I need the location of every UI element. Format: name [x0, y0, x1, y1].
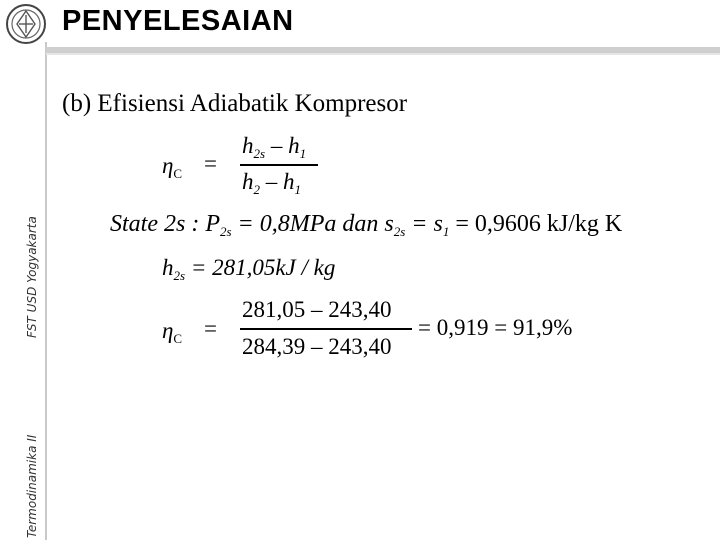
eq2-denominator: 284,39 – 243,40: [242, 334, 392, 359]
eq1-denominator: $h_2 - h_1$: [242, 169, 301, 197]
eq2-numerator: 281,05 – 243,40: [242, 297, 392, 322]
eq2-fraction-bar: [240, 328, 412, 330]
eq1-numerator: $h_{2s} - h_1$: [242, 133, 307, 161]
sidebar-label-course: Termodinamika II: [25, 434, 39, 538]
eq2-result: = 0,919 = 91,9%: [418, 315, 573, 340]
state-2s-line: State 2s : $P_{2s} = 0,8MPa$ dan $s_{2s} = s_1 = 0,9606$ kJ/kg K: [110, 211, 623, 239]
eq2-equals: =: [204, 316, 217, 341]
eq2-lhs: $\eta_C$: [162, 318, 183, 346]
page-title: PENYELESAIAN: [62, 5, 294, 37]
eq1-equals: =: [204, 151, 217, 176]
h2s-value-line: $h_{2s} = 281,05kJ$ / kg: [162, 255, 336, 283]
section-heading: (b) Efisiensi Adiabatik Kompresor: [62, 90, 408, 117]
eq1-lhs: $\eta_C$: [162, 153, 183, 181]
eq1-fraction-bar: [240, 164, 318, 166]
sidebar-label-institution: FST USD Yogyakarta: [25, 216, 39, 338]
